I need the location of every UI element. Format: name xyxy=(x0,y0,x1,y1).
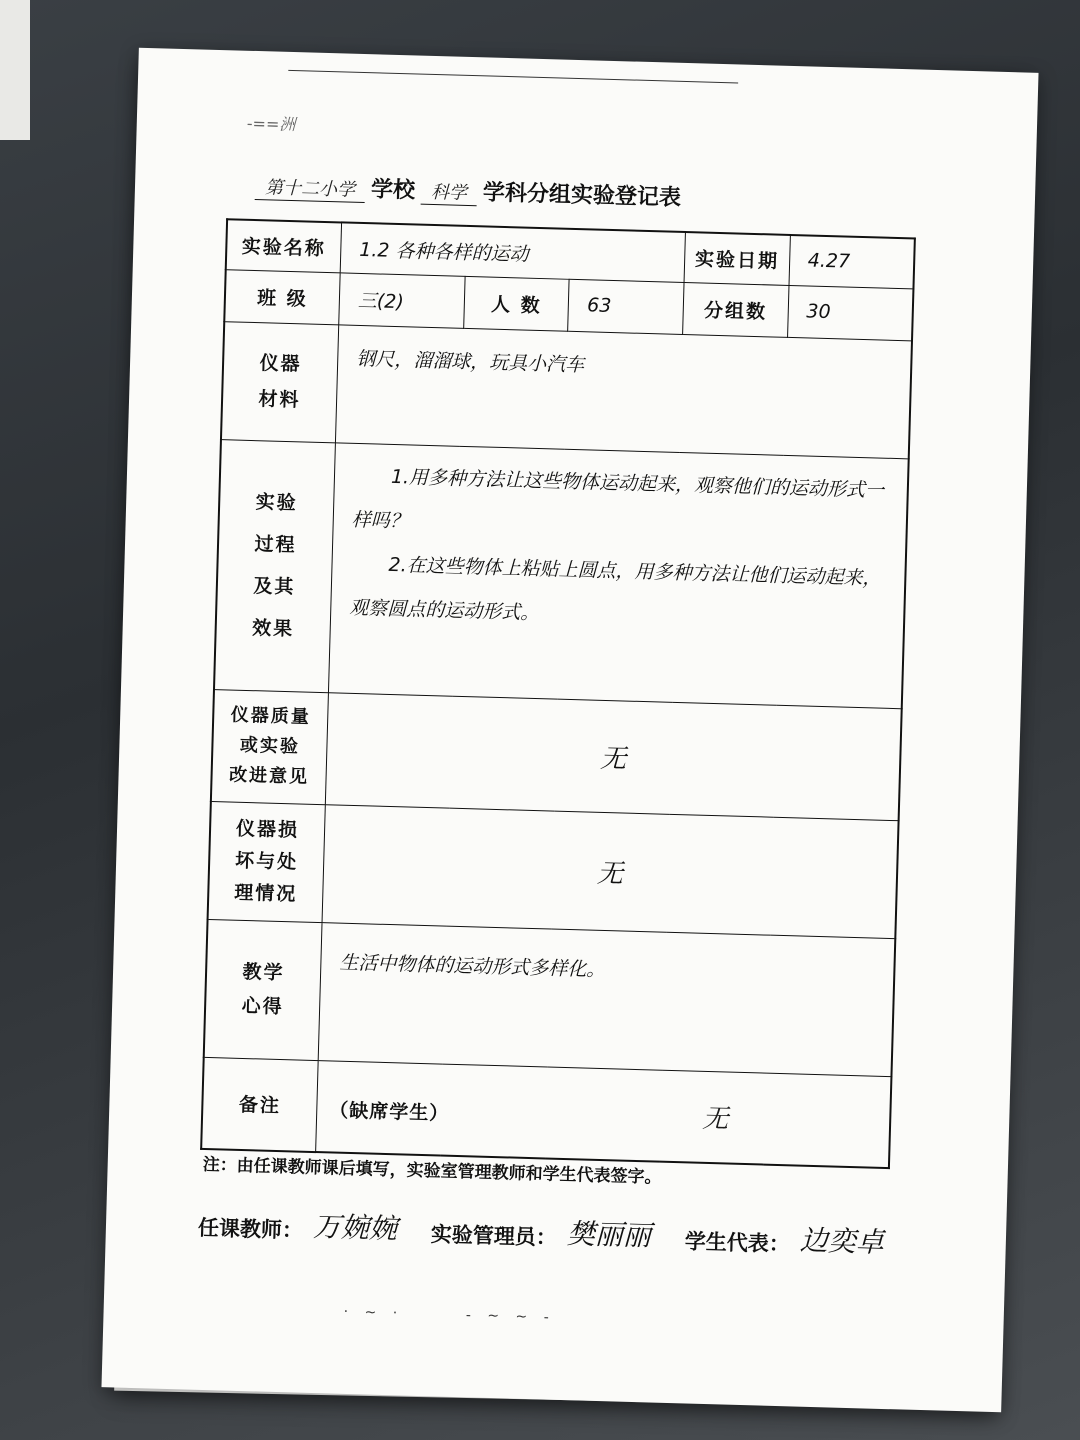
class-label: 班 级 xyxy=(224,269,340,324)
experiment-date-value: 4.27 xyxy=(789,235,915,288)
remarks-cell xyxy=(316,1060,892,1168)
background-paper-edge xyxy=(0,0,30,140)
process-step-1: 1.用多种方法让这些物体运动起来，观察他们的运动形式一样吗？ xyxy=(351,465,885,532)
registration-form-sheet xyxy=(101,48,1038,1413)
school-label: 学校 xyxy=(370,177,416,204)
equipment-value: 钢尺，溜溜球，玩具小汽车 xyxy=(335,324,912,458)
process-label-line: 及其 xyxy=(253,575,296,599)
print-artifacts: · ~ · - ~ ~ - xyxy=(343,1303,555,1326)
class-value: 三(2) xyxy=(339,272,465,327)
form-footnote: 注：由任课教师课后填写，实验室管理教师和学生代表签字。 xyxy=(202,1154,662,1188)
people-value: 63 xyxy=(568,279,684,334)
teacher-label: 任课教师： xyxy=(197,1215,304,1243)
remarks-hint: （缺席学生） xyxy=(328,1099,450,1126)
damage-label-line: 理情况 xyxy=(234,881,298,906)
row-process xyxy=(214,439,909,708)
student-rep-label: 学生代表： xyxy=(684,1229,791,1257)
row-remarks xyxy=(201,1057,891,1168)
teaching-label-line: 心得 xyxy=(241,994,284,1019)
experiment-register-table xyxy=(200,218,916,1169)
damage-label xyxy=(208,801,326,922)
teacher-signature: 万婉婉 xyxy=(312,1210,398,1246)
damage-label-line: 坏与处 xyxy=(234,849,299,874)
quality-label-line: 仪器质量 xyxy=(230,704,312,728)
equipment-label-line: 材料 xyxy=(258,388,301,412)
people-label: 人 数 xyxy=(463,276,569,331)
row-equipment xyxy=(221,321,912,458)
teaching-label xyxy=(204,919,322,1060)
teaching-label-line: 教学 xyxy=(242,960,285,985)
quality-label xyxy=(211,689,329,804)
damage-value: 无 xyxy=(322,804,899,938)
corner-scribble: -==洲 xyxy=(246,113,296,135)
signature-row xyxy=(198,1202,959,1263)
experiment-name-label: 实验名称 xyxy=(226,219,342,272)
lab-admin-signature: 樊丽丽 xyxy=(566,1217,652,1253)
title-text: 学科分组实验登记表 xyxy=(482,180,682,211)
equipment-label xyxy=(221,321,339,442)
row-teaching xyxy=(204,919,896,1076)
process-label-line: 过程 xyxy=(254,533,297,557)
subject-fill: 科学 xyxy=(421,178,478,207)
quality-label-line: 或实验 xyxy=(239,734,301,758)
school-name-fill: 第十二小学 xyxy=(255,173,366,203)
top-rule xyxy=(288,70,738,84)
process-step-2: 2.在这些物体上粘贴上圆点，用多种方法让他们运动起来，观察圆点的运动形式。 xyxy=(349,553,882,624)
groups-label: 分组数 xyxy=(683,282,789,337)
row-quality xyxy=(211,689,902,820)
remarks-label: 备注 xyxy=(201,1057,318,1152)
process-label xyxy=(214,439,335,692)
teaching-value: 生活中物体的运动形式多样化。 xyxy=(318,922,895,1076)
student-rep-signature: 边奕卓 xyxy=(799,1223,885,1259)
equipment-label-line: 仪器 xyxy=(259,352,302,376)
remarks-value: 无 xyxy=(701,1104,729,1135)
process-label-line: 实验 xyxy=(255,491,299,515)
row-damage xyxy=(208,801,899,938)
process-label-line: 效果 xyxy=(251,617,295,641)
lab-admin-label: 实验管理员： xyxy=(430,1222,558,1250)
experiment-name-value: 1.2 各种各样的运动 xyxy=(340,222,685,282)
damage-label-line: 仪器损 xyxy=(235,817,300,842)
quality-value: 无 xyxy=(325,692,901,820)
experiment-date-label: 实验日期 xyxy=(684,232,790,285)
groups-value: 30 xyxy=(787,285,913,340)
quality-label-line: 改进意见 xyxy=(228,764,310,788)
form-title xyxy=(255,169,956,220)
process-value xyxy=(328,442,908,708)
